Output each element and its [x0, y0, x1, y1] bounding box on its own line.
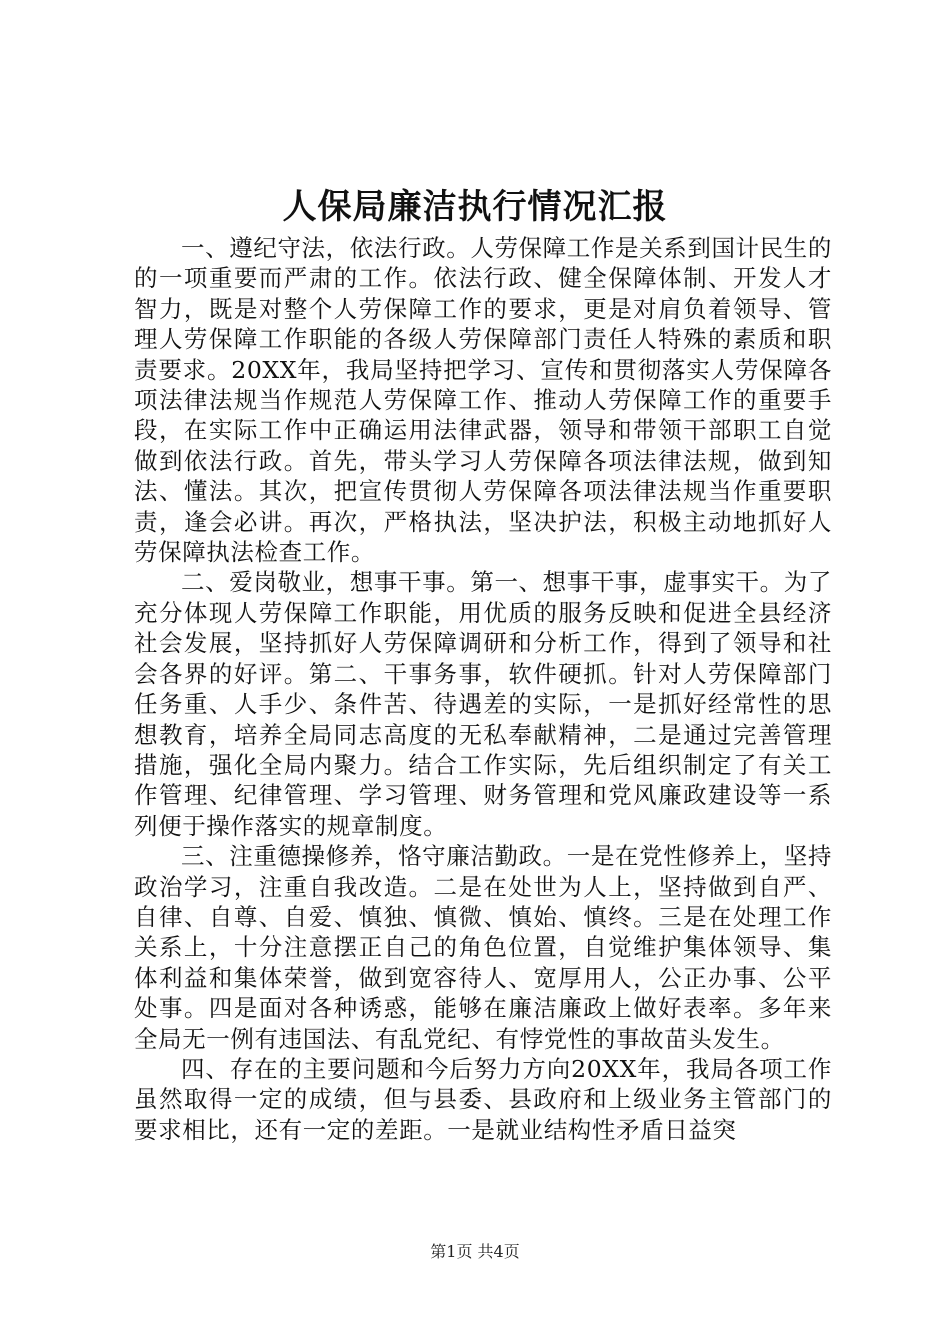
page-footer: 第1页 共4页	[430, 1242, 520, 1261]
paragraph-4: 四、存在的主要问题和今后努力方向20XX年，我局各项工作虽然取得一定的成绩，但与县委、县政府和上级业务主管部门的要求相比，还有一定的差距。一是就业结构性矛盾日益突	[134, 1054, 832, 1144]
document-title: 人保局廉洁执行情况汇报	[282, 187, 668, 227]
document-body	[134, 233, 832, 1145]
paragraph-2: 二、爱岗敬业，想事干事。第一、想事干事，虚事实干。为了充分体现人劳保障工作职能，用优质的服务反映和促进全县经济社会发展，坚持抓好人劳保障调研和分析工作，得到了领导和社会各界的好评。第二、干事务事，软件硬抓。针对人劳保障部门任务重、人手少、条件苦、待遇差的实际，一是抓好经常性的思想教育，培养全局同志高度的无私奉献精神，二是通过完善管理措施，强化全局内聚力。结合工作实际，先后组织制定了有关工作管理、纪律管理、学习管理、财务管理和党风廉政建设等一系列便于操作落实的规章制度。	[134, 568, 832, 840]
paragraph-3: 三、注重德操修养，恪守廉洁勤政。一是在党性修养上，坚持政治学习，注重自我改造。二是在处世为人上，坚持做到自严、自律、自尊、自爱、慎独、慎微、慎始、慎终。三是在处理工作关系上，十分注意摆正自己的角色位置，自觉维护集体领导、集体利益和集体荣誉，做到宽容待人、宽厚用人，公正办事、公平处事。四是面对各种诱惑，能够在廉洁廉政上做好表率。多年来全局无一例有违国法、有乱党纪、有悖党性的事故苗头发生。	[134, 842, 832, 1053]
paragraph-1: 一、遵纪守法，依法行政。人劳保障工作是关系到国计民生的的一项重要而严肃的工作。依法行政、健全保障体制、开发人才智力，既是对整个人劳保障工作的要求，更是对肩负着领导、管理人劳保障工作职能的各级人劳保障部门责任人特殊的素质和职责要求。20XX年，我局坚持把学习、宣传和贯彻落实人劳保障各项法律法规当作规范人劳保障工作、推动人劳保障工作的重要手段，在实际工作中正确运用法律武器，领导和带领干部职工自觉做到依法行政。首先，带头学习人劳保障各项法律法规，做到知法、懂法。其次，把宣传贯彻人劳保障各项法律法规当作重要职责，逢会必讲。再次，严格执法，坚决护法，积极主动地抓好人劳保障执法检查工作。	[134, 234, 832, 567]
